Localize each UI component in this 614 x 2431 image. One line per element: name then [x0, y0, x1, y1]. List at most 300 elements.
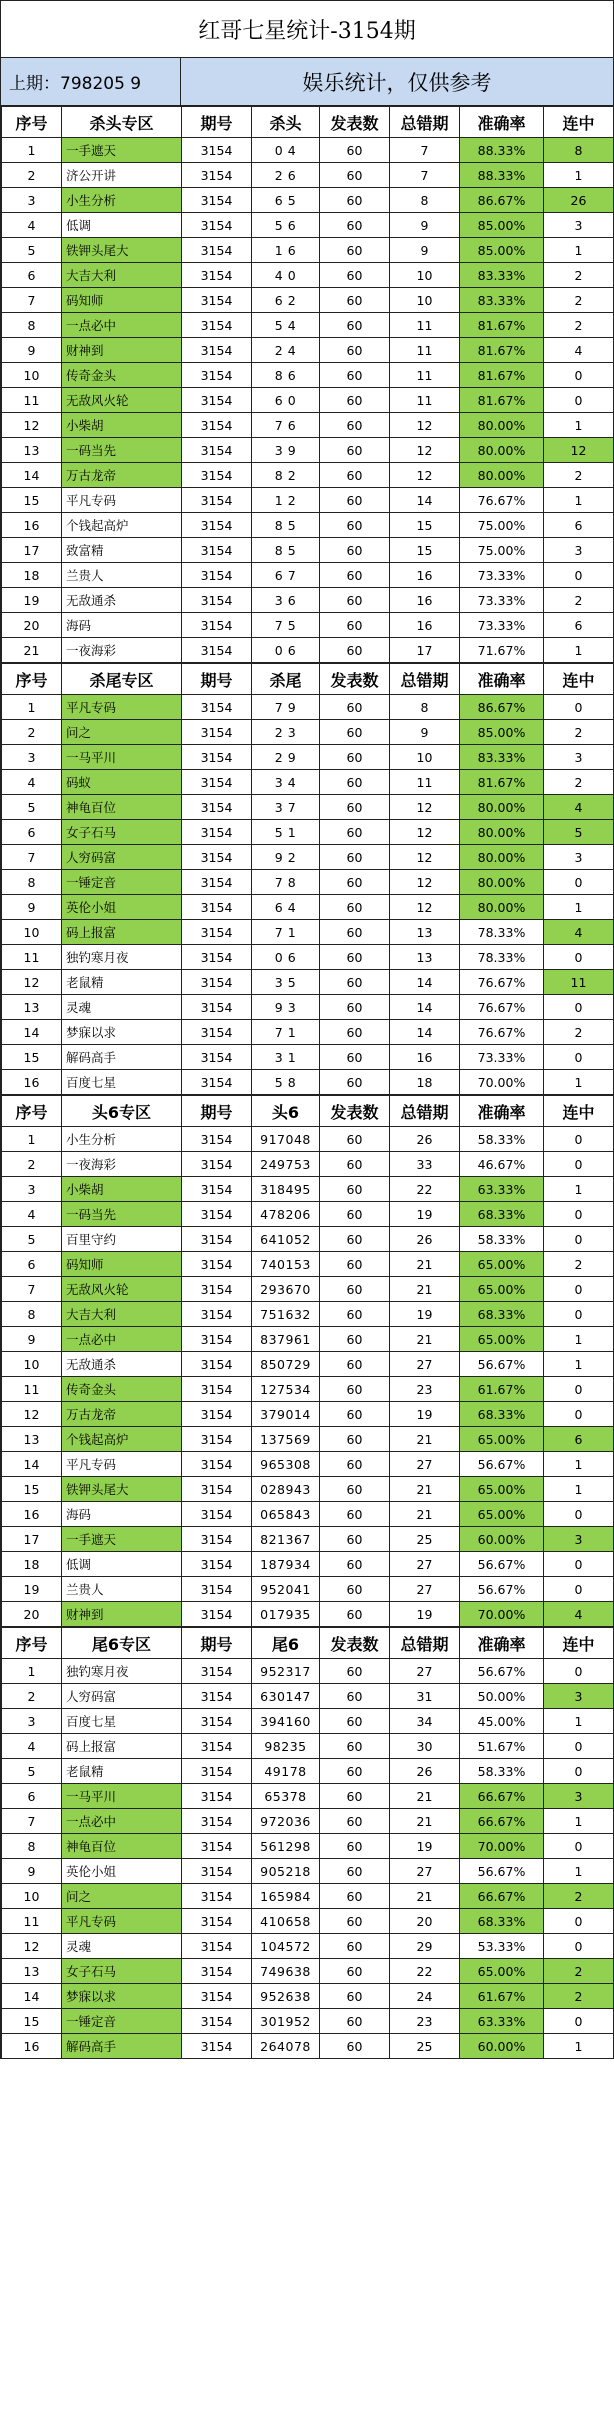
table-row [2, 1377, 614, 1402]
table-row [2, 845, 614, 870]
post-count-cell: 60 [320, 2034, 390, 2059]
name-cell: 女子石马 [62, 820, 182, 845]
accuracy-cell: 81.67% [460, 363, 544, 388]
table-row [2, 1127, 614, 1152]
post-count-cell: 60 [320, 1252, 390, 1277]
prediction-cell: 065843 [252, 1502, 320, 1527]
post-count-cell: 60 [320, 1577, 390, 1602]
table-row [2, 720, 614, 745]
name-cell: 海码 [62, 613, 182, 638]
period-cell: 3154 [182, 1909, 252, 1934]
prediction-cell: 0 4 [252, 138, 320, 163]
index-cell: 11 [2, 388, 62, 413]
name-cell: 个钱起高炉 [62, 1427, 182, 1452]
post-count-cell: 60 [320, 1402, 390, 1427]
prediction-cell: 6 0 [252, 388, 320, 413]
period-cell: 3154 [182, 1402, 252, 1427]
error-count-cell: 14 [390, 995, 460, 1020]
table-row [2, 1152, 614, 1177]
prediction-header: 杀尾 [252, 664, 320, 695]
streak-cell: 1 [544, 238, 614, 263]
index-cell: 13 [2, 438, 62, 463]
accuracy-cell: 65.00% [460, 1502, 544, 1527]
error-count-cell: 22 [390, 1959, 460, 1984]
table-row [2, 1734, 614, 1759]
name-cell: 一点必中 [62, 1809, 182, 1834]
error-count-cell: 21 [390, 1327, 460, 1352]
index-cell: 1 [2, 695, 62, 720]
zone-header: 尾6专区 [62, 1628, 182, 1659]
accuracy-cell: 56.67% [460, 1452, 544, 1477]
post-count-cell: 60 [320, 488, 390, 513]
table-row [2, 1809, 614, 1834]
streak-cell: 5 [544, 820, 614, 845]
streak-cell: 4 [544, 795, 614, 820]
error-count-cell: 13 [390, 945, 460, 970]
error-count-cell: 23 [390, 1377, 460, 1402]
prediction-cell: 017935 [252, 1602, 320, 1627]
name-cell: 一马平川 [62, 745, 182, 770]
error-count-cell: 27 [390, 1577, 460, 1602]
post-count-cell: 60 [320, 920, 390, 945]
post-count-cell: 60 [320, 338, 390, 363]
accuracy-cell: 65.00% [460, 1327, 544, 1352]
table-row [2, 463, 614, 488]
prediction-cell: 740153 [252, 1252, 320, 1277]
period-cell: 3154 [182, 1045, 252, 1070]
accuracy-cell: 68.33% [460, 1202, 544, 1227]
post-count-cell: 60 [320, 188, 390, 213]
post-count-cell: 60 [320, 1809, 390, 1834]
post-count-cell: 60 [320, 1502, 390, 1527]
error-count-cell: 21 [390, 1252, 460, 1277]
accuracy-cell: 83.33% [460, 263, 544, 288]
post-count-cell: 60 [320, 970, 390, 995]
post-count-cell: 60 [320, 1045, 390, 1070]
prediction-header: 杀头 [252, 107, 320, 138]
period-cell: 3154 [182, 513, 252, 538]
period-cell: 3154 [182, 920, 252, 945]
name-cell: 致富精 [62, 538, 182, 563]
streak-cell: 0 [544, 1552, 614, 1577]
streak-cell: 3 [544, 1784, 614, 1809]
table-row [2, 1177, 614, 1202]
name-cell: 平凡专码 [62, 488, 182, 513]
streak-cell: 3 [544, 1527, 614, 1552]
table-row [2, 2034, 614, 2059]
accuracy-cell: 65.00% [460, 1277, 544, 1302]
name-cell: 小柴胡 [62, 1177, 182, 1202]
streak-cell: 1 [544, 413, 614, 438]
prediction-cell: 49178 [252, 1759, 320, 1784]
index-cell: 20 [2, 1602, 62, 1627]
accuracy-cell: 73.33% [460, 588, 544, 613]
accuracy-cell: 70.00% [460, 1070, 544, 1095]
period-cell: 3154 [182, 1709, 252, 1734]
post-count-cell: 60 [320, 1127, 390, 1152]
name-cell: 女子石马 [62, 1959, 182, 1984]
post-count-cell: 60 [320, 895, 390, 920]
period-cell: 3154 [182, 1959, 252, 1984]
period-cell: 3154 [182, 970, 252, 995]
table-row [2, 313, 614, 338]
post-count-cell: 60 [320, 213, 390, 238]
table-row [2, 1577, 614, 1602]
name-cell: 小生分析 [62, 1127, 182, 1152]
accuracy-cell: 76.67% [460, 1020, 544, 1045]
accuracy-cell: 56.67% [460, 1859, 544, 1884]
prediction-cell: 187934 [252, 1552, 320, 1577]
streak-cell: 0 [544, 1227, 614, 1252]
name-cell: 一点必中 [62, 313, 182, 338]
name-cell: 一锤定音 [62, 2009, 182, 2034]
accuracy-cell: 86.67% [460, 188, 544, 213]
streak-cell: 1 [544, 1177, 614, 1202]
streak-header: 连中 [544, 107, 614, 138]
prediction-cell: 7 8 [252, 870, 320, 895]
index-cell: 13 [2, 1959, 62, 1984]
error-count-cell: 31 [390, 1684, 460, 1709]
period-cell: 3154 [182, 1427, 252, 1452]
streak-cell: 2 [544, 1959, 614, 1984]
index-cell: 15 [2, 488, 62, 513]
index-cell: 16 [2, 1502, 62, 1527]
index-cell: 1 [2, 1127, 62, 1152]
table-row [2, 288, 614, 313]
index-cell: 16 [2, 2034, 62, 2059]
prediction-cell: 7 1 [252, 1020, 320, 1045]
post-count-cell: 60 [320, 1020, 390, 1045]
period-cell: 3154 [182, 488, 252, 513]
period-cell: 3154 [182, 1477, 252, 1502]
post-count-cell: 60 [320, 1784, 390, 1809]
streak-cell: 4 [544, 1602, 614, 1627]
error-count-cell: 33 [390, 1152, 460, 1177]
table-header-row [2, 1628, 614, 1659]
accuracy-cell: 80.00% [460, 438, 544, 463]
accuracy-cell: 81.67% [460, 388, 544, 413]
prediction-cell: 917048 [252, 1127, 320, 1152]
streak-cell: 1 [544, 895, 614, 920]
error-count-cell: 19 [390, 1834, 460, 1859]
post-count-header: 发表数 [320, 1628, 390, 1659]
period-cell: 3154 [182, 1127, 252, 1152]
streak-cell: 0 [544, 2009, 614, 2034]
table-row [2, 1277, 614, 1302]
table-row [2, 1227, 614, 1252]
index-cell: 2 [2, 720, 62, 745]
error-count-header: 总错期 [390, 1628, 460, 1659]
streak-cell: 2 [544, 1884, 614, 1909]
prediction-cell: 410658 [252, 1909, 320, 1934]
table-row [2, 238, 614, 263]
streak-cell: 3 [544, 745, 614, 770]
prediction-cell: 127534 [252, 1377, 320, 1402]
index-cell: 16 [2, 513, 62, 538]
error-count-cell: 14 [390, 970, 460, 995]
streak-cell: 2 [544, 263, 614, 288]
period-cell: 3154 [182, 1452, 252, 1477]
name-cell: 一手遮天 [62, 1527, 182, 1552]
post-count-cell: 60 [320, 1709, 390, 1734]
error-count-cell: 15 [390, 513, 460, 538]
table-row [2, 163, 614, 188]
period-cell: 3154 [182, 1020, 252, 1045]
name-cell: 低调 [62, 213, 182, 238]
period-header: 期号 [182, 664, 252, 695]
index-cell: 10 [2, 1352, 62, 1377]
name-cell: 神龟百位 [62, 1834, 182, 1859]
name-cell: 独钓寒月夜 [62, 1659, 182, 1684]
zone-header: 杀尾专区 [62, 664, 182, 695]
prediction-cell: 6 2 [252, 288, 320, 313]
name-cell: 解码高手 [62, 2034, 182, 2059]
period-cell: 3154 [182, 770, 252, 795]
period-cell: 3154 [182, 720, 252, 745]
page-title: 红哥七星统计-3154期 [1, 1, 613, 58]
name-cell: 小柴胡 [62, 413, 182, 438]
index-header: 序号 [2, 1096, 62, 1127]
table-row [2, 1352, 614, 1377]
streak-cell: 0 [544, 1277, 614, 1302]
period-cell: 3154 [182, 213, 252, 238]
index-cell: 21 [2, 638, 62, 663]
period-cell: 3154 [182, 1734, 252, 1759]
table-row [2, 513, 614, 538]
post-count-cell: 60 [320, 995, 390, 1020]
period-cell: 3154 [182, 588, 252, 613]
index-cell: 15 [2, 1045, 62, 1070]
table-row [2, 1070, 614, 1095]
accuracy-header: 准确率 [460, 664, 544, 695]
prediction-cell: 2 9 [252, 745, 320, 770]
name-cell: 平凡专码 [62, 1909, 182, 1934]
index-cell: 8 [2, 1302, 62, 1327]
streak-cell: 0 [544, 1152, 614, 1177]
table-row [2, 1302, 614, 1327]
streak-cell: 0 [544, 363, 614, 388]
table-row [2, 213, 614, 238]
accuracy-cell: 85.00% [460, 213, 544, 238]
prediction-cell: 98235 [252, 1734, 320, 1759]
prediction-cell: 641052 [252, 1227, 320, 1252]
index-cell: 10 [2, 363, 62, 388]
index-cell: 2 [2, 1684, 62, 1709]
post-count-cell: 60 [320, 538, 390, 563]
period-cell: 3154 [182, 363, 252, 388]
error-count-cell: 20 [390, 1909, 460, 1934]
accuracy-cell: 73.33% [460, 1045, 544, 1070]
error-count-cell: 21 [390, 1884, 460, 1909]
name-cell: 老鼠精 [62, 1759, 182, 1784]
streak-cell: 0 [544, 1127, 614, 1152]
name-cell: 独钓寒月夜 [62, 945, 182, 970]
error-count-cell: 11 [390, 770, 460, 795]
accuracy-cell: 65.00% [460, 1959, 544, 1984]
post-count-cell: 60 [320, 438, 390, 463]
period-cell: 3154 [182, 1302, 252, 1327]
table-row [2, 188, 614, 213]
post-count-cell: 60 [320, 870, 390, 895]
name-cell: 码蚁 [62, 770, 182, 795]
error-count-cell: 7 [390, 138, 460, 163]
streak-cell: 2 [544, 1984, 614, 2009]
name-cell: 码上报富 [62, 920, 182, 945]
prediction-cell: 028943 [252, 1477, 320, 1502]
period-cell: 3154 [182, 638, 252, 663]
prediction-cell: 3 4 [252, 770, 320, 795]
streak-header: 连中 [544, 1628, 614, 1659]
accuracy-cell: 76.67% [460, 488, 544, 513]
prediction-cell: 7 1 [252, 920, 320, 945]
post-count-cell: 60 [320, 1352, 390, 1377]
accuracy-header: 准确率 [460, 1628, 544, 1659]
table-row [2, 1959, 614, 1984]
prediction-cell: 8 2 [252, 463, 320, 488]
index-cell: 10 [2, 1884, 62, 1909]
error-count-cell: 34 [390, 1709, 460, 1734]
period-cell: 3154 [182, 1659, 252, 1684]
period-header: 期号 [182, 1628, 252, 1659]
streak-cell: 0 [544, 1659, 614, 1684]
post-count-cell: 60 [320, 413, 390, 438]
table-row [2, 1477, 614, 1502]
index-cell: 6 [2, 1784, 62, 1809]
prediction-cell: 318495 [252, 1177, 320, 1202]
prediction-cell: 3 1 [252, 1045, 320, 1070]
accuracy-cell: 68.33% [460, 1402, 544, 1427]
table-row [2, 363, 614, 388]
name-cell: 铁钾头尾大 [62, 1477, 182, 1502]
post-count-cell: 60 [320, 1152, 390, 1177]
prediction-cell: 7 9 [252, 695, 320, 720]
period-cell: 3154 [182, 1934, 252, 1959]
post-count-cell: 60 [320, 1759, 390, 1784]
accuracy-cell: 68.33% [460, 1302, 544, 1327]
name-cell: 灵魂 [62, 1934, 182, 1959]
table-row [2, 995, 614, 1020]
index-cell: 13 [2, 995, 62, 1020]
period-cell: 3154 [182, 463, 252, 488]
streak-cell: 3 [544, 1684, 614, 1709]
error-count-header: 总错期 [390, 1096, 460, 1127]
accuracy-cell: 81.67% [460, 313, 544, 338]
period-cell: 3154 [182, 1809, 252, 1834]
name-cell: 传奇金头 [62, 363, 182, 388]
streak-cell: 0 [544, 695, 614, 720]
error-count-cell: 10 [390, 263, 460, 288]
post-count-cell: 60 [320, 1202, 390, 1227]
index-cell: 11 [2, 1377, 62, 1402]
post-count-cell: 60 [320, 638, 390, 663]
name-cell: 济公开讲 [62, 163, 182, 188]
period-cell: 3154 [182, 1527, 252, 1552]
name-cell: 小生分析 [62, 188, 182, 213]
streak-cell: 12 [544, 438, 614, 463]
prediction-cell: 3 5 [252, 970, 320, 995]
post-count-cell: 60 [320, 138, 390, 163]
table-row [2, 1020, 614, 1045]
index-cell: 12 [2, 1402, 62, 1427]
prediction-cell: 3 7 [252, 795, 320, 820]
index-cell: 7 [2, 1277, 62, 1302]
post-count-cell: 60 [320, 1452, 390, 1477]
prediction-cell: 2 6 [252, 163, 320, 188]
index-cell: 18 [2, 1552, 62, 1577]
error-count-cell: 21 [390, 1809, 460, 1834]
accuracy-cell: 78.33% [460, 920, 544, 945]
streak-cell: 2 [544, 1020, 614, 1045]
table-row [2, 1527, 614, 1552]
table-row [2, 1502, 614, 1527]
accuracy-cell: 73.33% [460, 613, 544, 638]
post-count-cell: 60 [320, 1302, 390, 1327]
index-cell: 5 [2, 238, 62, 263]
streak-cell: 1 [544, 1452, 614, 1477]
post-count-cell: 60 [320, 238, 390, 263]
prediction-cell: 293670 [252, 1277, 320, 1302]
index-cell: 4 [2, 1202, 62, 1227]
index-cell: 18 [2, 563, 62, 588]
error-count-cell: 23 [390, 2009, 460, 2034]
period-cell: 3154 [182, 1202, 252, 1227]
prediction-cell: 1 6 [252, 238, 320, 263]
streak-cell: 1 [544, 488, 614, 513]
error-count-cell: 26 [390, 1759, 460, 1784]
streak-cell: 2 [544, 288, 614, 313]
accuracy-cell: 80.00% [460, 845, 544, 870]
table-row [2, 1984, 614, 2009]
index-cell: 19 [2, 588, 62, 613]
error-count-cell: 19 [390, 1402, 460, 1427]
post-count-cell: 60 [320, 363, 390, 388]
error-count-cell: 9 [390, 720, 460, 745]
table-row [2, 588, 614, 613]
error-count-cell: 8 [390, 188, 460, 213]
index-cell: 1 [2, 1659, 62, 1684]
index-cell: 7 [2, 845, 62, 870]
name-cell: 兰贵人 [62, 563, 182, 588]
period-cell: 3154 [182, 1759, 252, 1784]
name-cell: 灵魂 [62, 995, 182, 1020]
index-cell: 8 [2, 1834, 62, 1859]
period-cell: 3154 [182, 895, 252, 920]
accuracy-cell: 65.00% [460, 1477, 544, 1502]
post-count-cell: 60 [320, 1327, 390, 1352]
accuracy-cell: 85.00% [460, 720, 544, 745]
index-cell: 17 [2, 538, 62, 563]
prediction-cell: 749638 [252, 1959, 320, 1984]
table-row [2, 795, 614, 820]
error-count-cell: 19 [390, 1302, 460, 1327]
streak-cell: 2 [544, 720, 614, 745]
post-count-cell: 60 [320, 845, 390, 870]
streak-cell: 3 [544, 845, 614, 870]
prediction-cell: 379014 [252, 1402, 320, 1427]
streak-cell: 0 [544, 1202, 614, 1227]
index-cell: 6 [2, 820, 62, 845]
streak-cell: 0 [544, 1834, 614, 1859]
name-cell: 大吉大利 [62, 263, 182, 288]
index-cell: 5 [2, 1759, 62, 1784]
streak-cell: 8 [544, 138, 614, 163]
table-row [2, 820, 614, 845]
error-count-cell: 12 [390, 463, 460, 488]
prediction-cell: 5 4 [252, 313, 320, 338]
period-cell: 3154 [182, 1377, 252, 1402]
name-cell: 无敌通杀 [62, 588, 182, 613]
index-cell: 6 [2, 263, 62, 288]
